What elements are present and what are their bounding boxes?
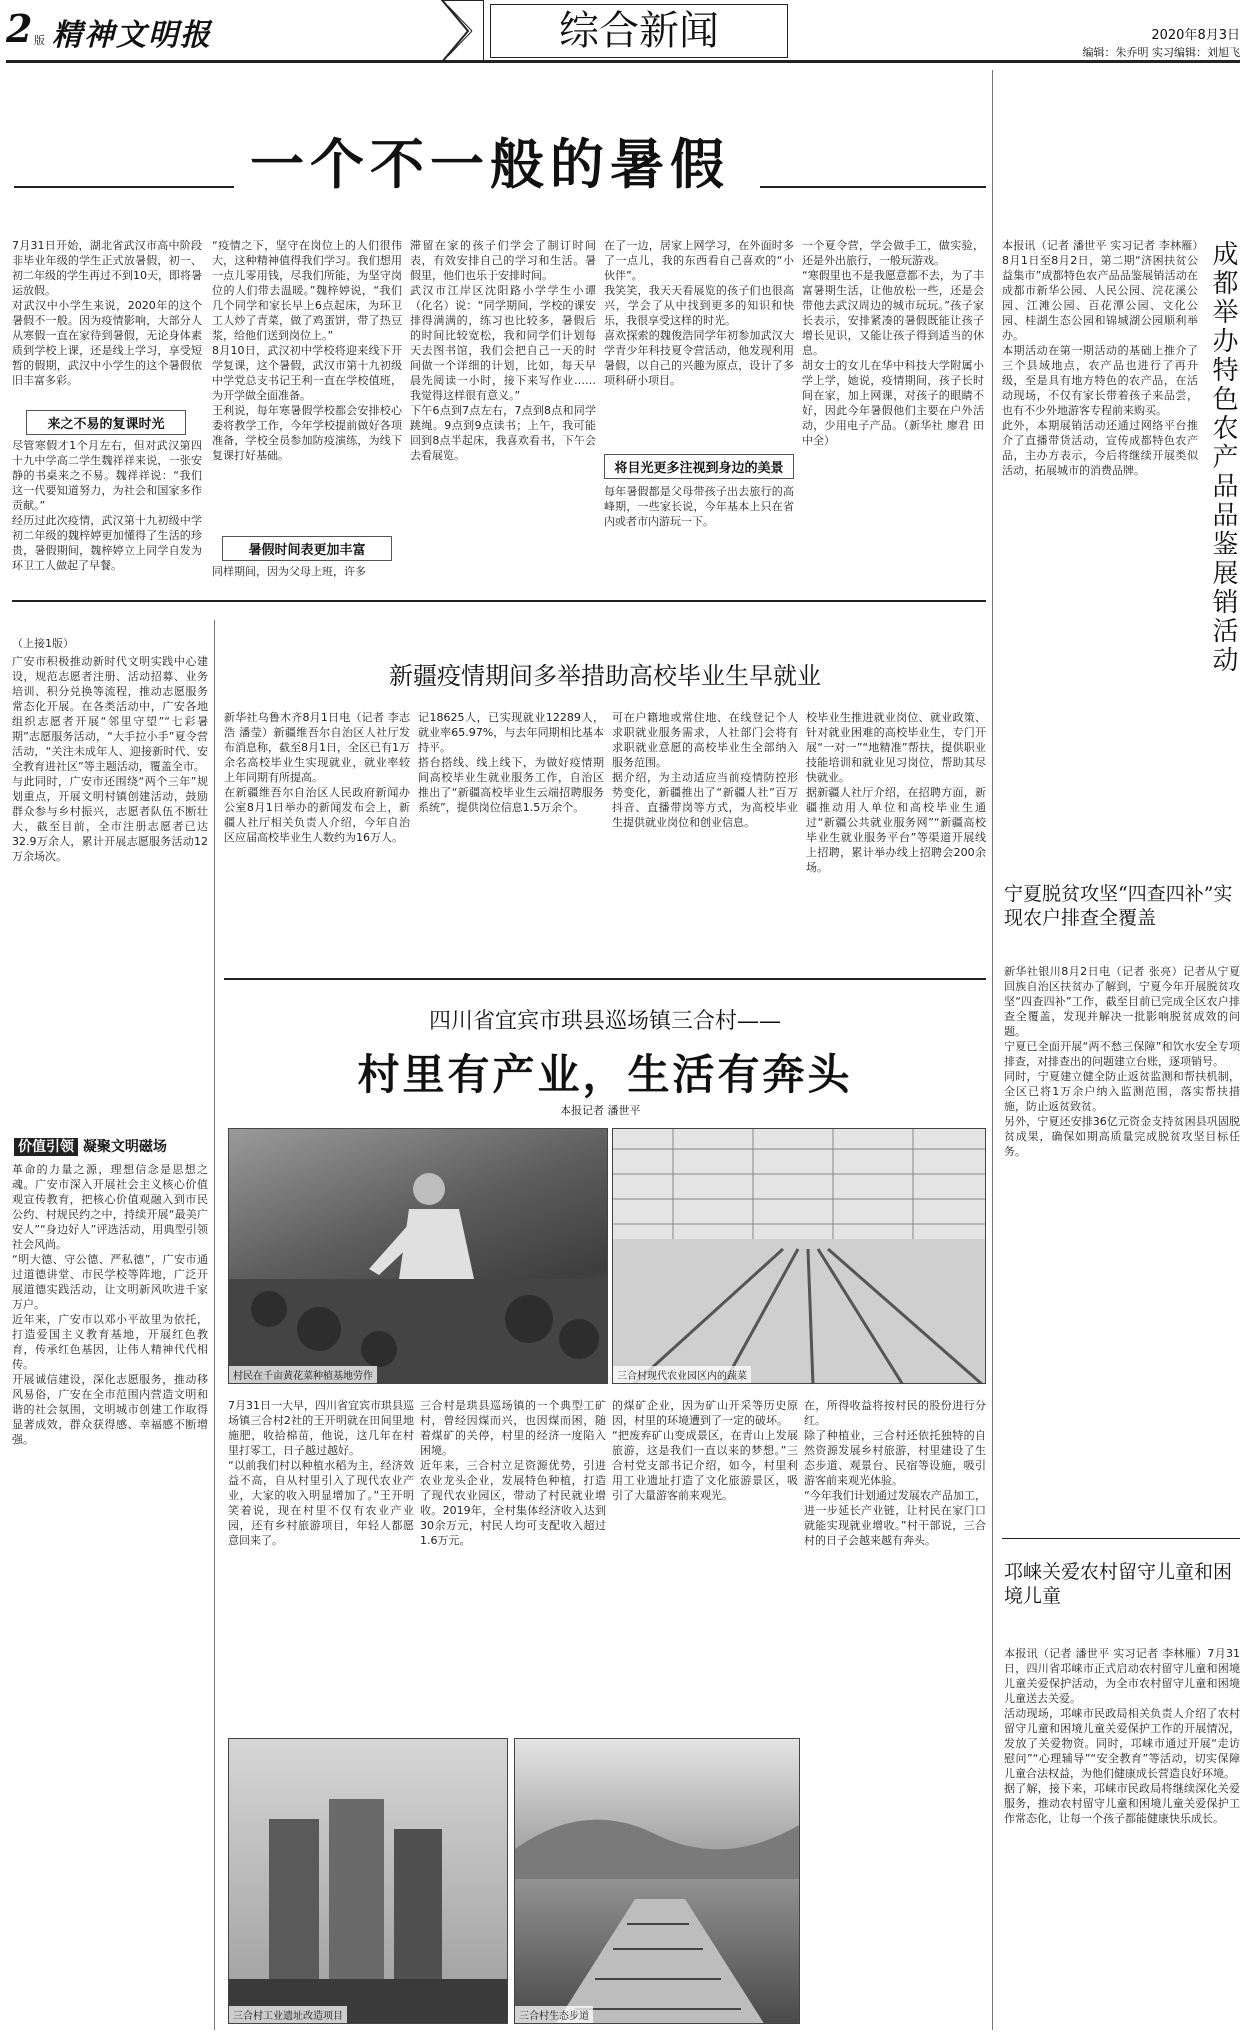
sichuan-kicker: 四川省宜宾市珙县巡场镇三合村——	[428, 1009, 781, 1034]
lead-headline-rule-right	[760, 186, 986, 188]
sidebar-ningxia-body: 新华社银川8月2日电（记者 张亮）记者从宁夏回族自治区扶贫办了解到，宁夏今年开展脱贫攻坚“四查四补”工作，截至目前已完成全区农户排查全覆盖，发现并解决一批影响脱贫成效的问题。 宁夏已全面开展“两不愁三保障”和饮水安全专项排查，对排查出的问题建立台账，逐项销号。 同时，宁夏建立健全防止返贫监测和帮扶机制，全区已将1万余户纳入监测范围，落实帮扶措施，防止返贫致贫。 另外，宁夏还安排36亿元资金支持贫困县巩固脱贫成果，确保如期高质量完成脱贫攻坚目标任务。	[1004, 965, 1240, 1158]
subhead-text: 凝聚文明磁场	[82, 1139, 167, 1155]
sidebar-divider	[992, 70, 993, 2030]
issue-date: 2020年8月3日	[1151, 28, 1240, 43]
paper-name-logo: 精神文明报	[52, 18, 212, 53]
lead-col-4: 在了一边，居家上网学习，在外面时多了一点儿，我的东西看自己喜欢的“小伙伴”。 我笑笑，我天天看展览的孩子们也很高兴，学会了从中找到更多的知识和快乐，我很享受这样的时光。 喜欢探索的魏俊浩同学年初参加武汉大学青少年科技夏令营活动，他发现利用暑假，以自己的兴趣为原点，设计了多项科研小项目。	[604, 239, 794, 387]
page-unit: 版	[34, 34, 45, 47]
continued-body: 广安市积极推动新时代文明实践中心建设，规范志愿者注册、活动招募、业务培训、积分兑换等流程，推动志愿服务常态化开展。在各类活动中，广安各地组织志愿者开展“邻里守望”“七彩暑期”志愿服务活动，“大手拉小手”夏令营活动，“关注未成年人、迎接新时代、安全教育进社区”等主题活动，覆盖全市。 与此同时，广安市还围绕“两个三年”规划重点，开展文明村镇创建活动，鼓励群众参与乡村振兴，志愿者队伍不断壮大，截至目前，全市注册志愿者已达32.9万余人，累计开展志愿服务活动12万余场次。	[12, 655, 208, 863]
photo-caption: 三合村现代农业园区内的蔬菜	[613, 1366, 751, 1383]
sichuan-col-2: 三合村是珙县巡场镇的一个典型工矿村，曾经因煤而兴，也因煤而困，随着煤矿的关停，村里的经济一度陷入困境。 近年来，三合村立足资源优势，引进农业龙头企业，发展特色种植，打造了现代农业园区，带动了村民就业增收。2019年，全村集体经济收入达到30余万元，村民人均可支配收入超过1.6万元。	[420, 1399, 606, 1547]
sidebar-vertical-title: 成都举办特色农产品品鉴展销活动	[1208, 240, 1238, 675]
photo-caption: 村民在千亩黄花菜种植基地劳作	[229, 1366, 377, 1383]
greenhouse-illustration	[613, 1129, 986, 1384]
photo-eco-walkway	[514, 1738, 800, 2024]
continued-subhead	[14, 1136, 208, 1156]
photo-caption: 三合村工业遗址改造项目	[229, 2006, 347, 2023]
sichuan-col-3: 的煤矿企业，因为矿山开采等历史原因，村里的环境遭到了一定的破坏。 “把废弃矿山变成景区，在青山上发展旅游，这是我们一直以来的梦想。”三合村党支部书记介绍，如今，村里利用工业遗址打造了文化旅游景区，吸引了大量游客前来观光。	[612, 1399, 798, 1502]
photo-greenhouse	[612, 1128, 986, 1384]
section-title: 综合新闻	[490, 4, 788, 58]
photo-caption: 三合村生态步道	[515, 2006, 593, 2023]
sidebar-qionglai-body: 本报讯（记者 潘世平 实习记者 李林雁）7月31日，四川省邛崃市正式启动农村留守儿童和困境儿童关爱保护活动，为全市农村留守儿童和困境儿童送去关爱。 活动现场，邛崃市民政局相关负责人介绍了农村留守儿童和困境儿童关爱保护工作的开展情况，发放了关爱物资。同时，邛崃市通过开展“走访慰问”“心理辅导”“安全教育”等活动，切实保障儿童合法权益，为他们健康成长营造良好环境。 据了解，接下来，邛崃市民政局将继续深化关爱服务，推动农村留守儿童和困境儿童关爱保护工作常态化，让每一个孩子都能健康快乐成长。	[1004, 1647, 1240, 1825]
sichuan-col-4: 在，所得收益将按村民的股份进行分红。 除了种植业，三合村还依托独特的自然资源发展乡村旅游，村里建设了生态步道、观景台、民宿等设施，吸引游客前来观光体验。 “今年我们计划通过发展农产品加工，进一步延长产业链，让村民在家门口就能实现就业增收。”村干部说，三合村的日子会越来越有奔头。	[804, 1399, 986, 1547]
farmer-illustration	[229, 1129, 608, 1384]
xinjiang-col-4: 校毕业生推进就业岗位、就业政策、针对就业困难的高校毕业生，专门开展“一对一”“地精准”帮扶，提供职业技能培训和就业见习岗位，帮助其尽快就业。 据新疆人社厅介绍，在招聘方面，新疆推动用人单位和高校毕业生通过“新疆公共就业服务网”“新疆高校毕业生就业服务平台”等渠道开展线上招聘，累计举办线上招聘会200余场。	[806, 711, 986, 874]
ruins-illustration	[229, 1739, 508, 2024]
xinjiang-col-2: 记18625人，已实现就业12289人，就业率65.97%，与去年同期相比基本持平。 搭台搭线、线上线下，为做好疫情期间高校毕业生就业服务工作，自治区推出了“新疆高校毕业生云端招聘服务系统”，提供岗位信息1.5万余个。	[418, 711, 604, 814]
xinjiang-bottom-rule	[224, 978, 986, 980]
xinjiang-col-1: 新华社乌鲁木齐8月1日电（记者 李志浩 潘莹）新疆维吾尔自治区人社厅发布消息称，截至8月1日，全区已有1万余名高校毕业生实现就业，就业率较上年同期有所提高。 在新疆维吾尔自治区人民政府新闻办公室8月1日举办的新闻发布会上，新疆人社厅相关负责人介绍，今年自治区应届高校毕业生人数约为16万人。	[224, 711, 410, 844]
lead-col-2: “疫情之下，坚守在岗位上的人们很伟大，这种精神值得我们学习。我们想用一点儿零用钱，尽我们所能，为坚守岗位的人们带去温暖。”魏梓婷说，“我们几个同学和家长早上6点起床，为环卫工人炒了青菜，做了鸡蛋饼，带了热豆浆，给他们送到岗位上。” 8月10日，武汉初中学校将迎来线下开学复课，这个暑假，武汉市第十九初级中学党总支书记王利一直在学校值班，为开学做全面准备。 王利说，每年寒暑假学校都会安排校心委将教学工作，今年学校提前做好各项准备，学校全员参加防疫演练，为线下复课打好基础。	[212, 239, 402, 462]
lead-subhead-2: 暑假时间表更加丰富	[222, 536, 392, 561]
continued-label: （上接1版）	[12, 637, 74, 650]
sidebar-qionglai-title: 邛崃关爱农村留守儿童和困境儿童	[1004, 1561, 1233, 1607]
sidebar-article-body: 本报讯（记者 潘世平 实习记者 李林雁）8月1日至8月2日，第二期“济困扶贫公益集市”成都特色农产品品鉴展销活动在成都市新华公园、人民公园、浣花溪公园、江滩公园、百花潭公园、文化公园、桂湖生态公园和锦城湖公园顺利举办。 本期活动在第一期活动的基础上推介了三个县域地点，农产品也进行了再升级，至是具有地方特色的农产品，在活动现场，不仅有家长带着孩子来品尝，也有不少外地游客专程前来购买。 此外，本期展销活动还通过网络平台推介了直播带货活动，宣传成都特色农产品，主办方表示，今后将继续开展类似活动，拓展城市的消费品牌。	[1002, 239, 1198, 477]
masthead-arrow-decoration	[412, 0, 484, 62]
page-number: 2	[6, 6, 33, 51]
sichuan-byline: 本报记者 潘世平	[560, 1104, 641, 1117]
lead-bottom-rule	[12, 600, 986, 602]
lead-col-1: 7月31日开始，湖北省武汉市高中阶段非毕业年级的学生正式放暑假，初一、初二年级的学生再过不到10天，即将暑运放假。 对武汉中小学生来说，2020年的这个暑假不一般。因为疫情影响，大部分人从寒假一直在家待到暑假，无论身体素质到学校上课，还是线上学习，享受短暂的假期，武汉中小学生的这个暑假依旧丰富多彩。	[12, 239, 202, 387]
subhead-tag-badge: 价值引领	[14, 1138, 78, 1156]
walkway-illustration	[515, 1739, 800, 2024]
lead-subhead-1: 来之不易的复课时光	[26, 410, 186, 435]
sichuan-headline: 村里有产业，生活有奔头	[357, 1050, 853, 1099]
editor-credits: 编辑：朱乔明 实习编辑：刘旭飞	[1082, 46, 1240, 59]
masthead-rule	[6, 60, 1240, 63]
sidebar-mid-rule	[1002, 1538, 1240, 1539]
lead-headline-rule-left	[14, 186, 234, 188]
sichuan-col-1: 7月31日一大早，四川省宜宾市珙县巡场镇三合村2社的王开明就在田间里地施肥，收拾棉苗，他说，这几年在村里打零工，日子越过越好。 “以前我们村以种植水稻为主，经济效益不高，自从村里引入了现代农业产业，大家的收入明显增加了。”王开明笑着说，现在村里不仅有农业产业园，还有乡村旅游项目，年轻人都愿意回来了。	[228, 1399, 414, 1547]
lead-col-3: 滞留在家的孩子们学会了制订时间表，有效安排自己的学习和生活。暑假里，他们也乐于安排时间。 武汉市江岸区沈阳路小学学生小谭（化名）说：“同学期间，学校的课安排得满满的，练习也比较多，暑假后的时间比较宽松，我和同学们计划每天去图书馆，我们会把自己一天的时间做一个详细的计划，比如，每天早晨先阅读一小时，接下来写作业……我觉得这样很有意义。” 下午6点到7点左右，7点到8点和同学跳绳。9点到9点读书；上午，我可能回到8点半起床，我喜欢看书，下午会去看展览。	[410, 239, 596, 462]
xinjiang-headline: 新疆疫情期间多举措助高校毕业生早就业	[389, 662, 821, 690]
lead-subhead-3: 将目光更多注视到身边的美景	[604, 454, 794, 479]
lead-col-5: 一个夏令营，学会做手工，做实验，还是外出旅行，一般玩游戏。 “寒假里也不是我愿意都不去，为了丰富暑期生活，让他放松一些，还是会带他去武汉周边的城市玩玩。”孩子家长表示，安排紧凑的暑假既能让孩子增长见识，又能让孩子得到适当的休息。 胡女士的女儿在华中科技大学附属小学上学，她说，疫情期间，孩子长时间在家，加上网课，对孩子的眼睛不好，因此今年暑假他们主要在户外活动，少用电子产品。（新华社 廖君 田中全）	[802, 239, 984, 447]
photo-farmer-field	[228, 1128, 608, 1384]
lead-col-4b: 每年暑假都是父母带孩子出去旅行的高峰期，一些家长说，今年基本上只在省内或者市内游玩一下。	[604, 485, 794, 528]
continued-body-2: 革命的力量之源，理想信念是思想之魂。广安市深入开展社会主义核心价值观宣传教育，把核心价值观融入到市民公约、村规民约之中，持续开展“最美广安人”“身边好人”评选活动，用典型引领社会风尚。 “明大德、守公德、严私德”，广安市通过道德讲堂、市民学校等阵地，广泛开展道德实践活动，让文明新风吹进千家万户。 近年来，广安市以邓小平故里为依托，打造爱国主义教育基地，开展红色教育，传承红色基因，让伟人精神代代相传。 开展诚信建设，深化志愿服务，推动移风易俗，广安在全市范围内营造文明和谐的社会氛围，文明城市创建工作取得显著成效，群众获得感、幸福感不断增强。	[12, 1163, 208, 1446]
left-col-divider	[214, 620, 215, 2030]
lead-col-1b: 尽管寒假才1个月左右，但对武汉第四十九中学高二学生魏祥祥来说，一张安静的书桌来之不易。魏祥祥说：“我们这一代要知道努力，为社会和国家多作贡献。” 经历过此次疫情，武汉第十九初级中学初二年级的魏梓婷更加懂得了生活的珍贵，暑假期间，魏梓婷立上同学自发为环卫工人做起了早餐。	[12, 439, 202, 572]
photo-industrial-ruins	[228, 1738, 508, 2024]
xinjiang-col-3: 可在户籍地或常住地、在线登记个人求职就业服务需求，人社部门会将有求职就业意愿的高校毕业生全部纳入服务范围。 据介绍，为主动适应当前疫情防控形势变化，新疆推出了“新疆人社”百万抖音、直播带岗等方式，为高校毕业生提供就业岗位和创业信息。	[612, 711, 798, 829]
sidebar-ningxia-title: 宁夏脱贫攻坚“四查四补”实现农户排查全覆盖	[1004, 883, 1233, 929]
lead-headline: 一个不一般的暑假	[250, 133, 730, 196]
lead-col-2b: 同样期间，因为父母上班，许多	[212, 565, 366, 578]
